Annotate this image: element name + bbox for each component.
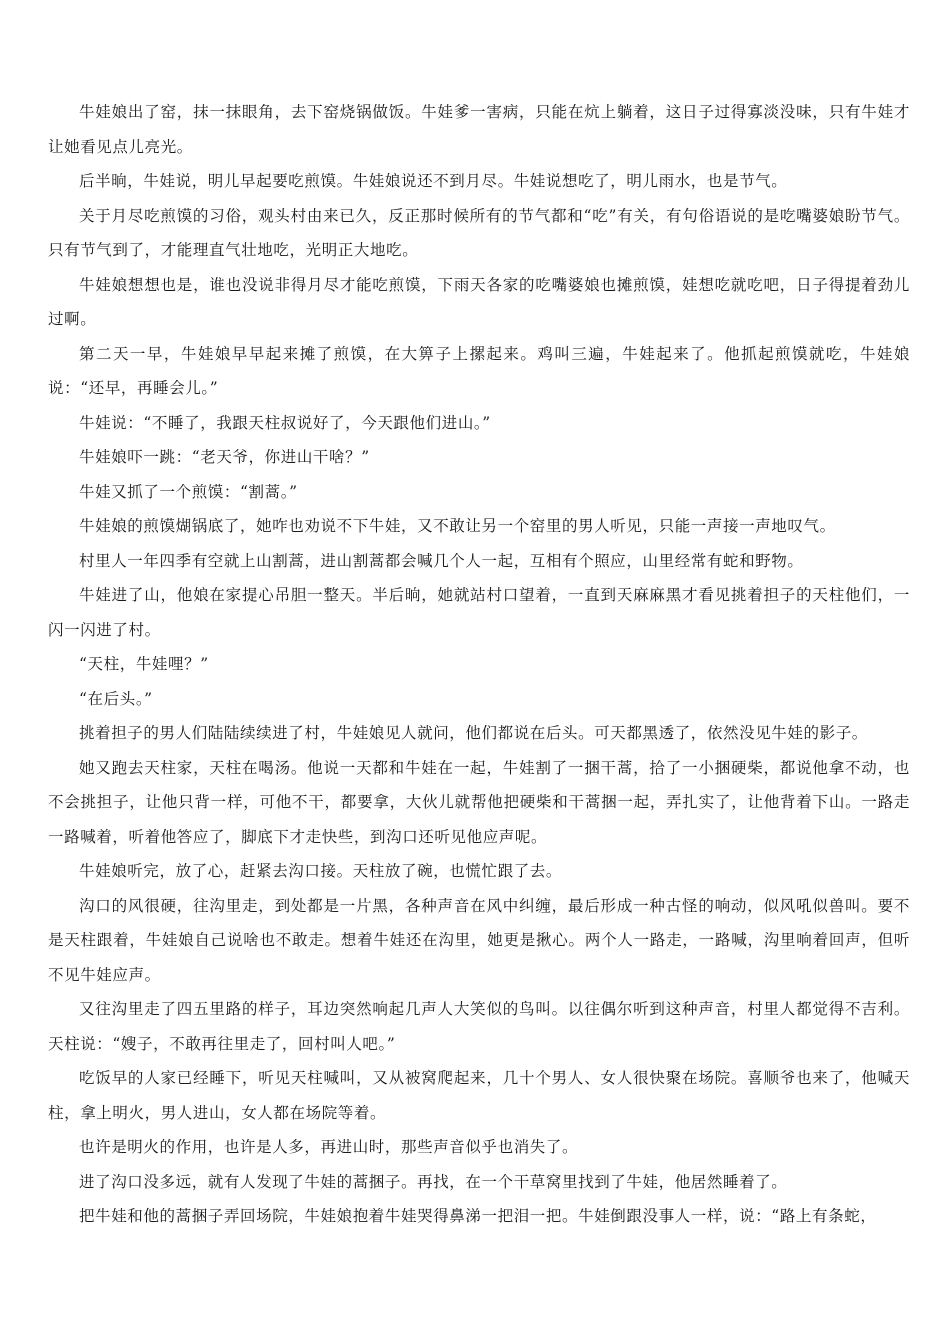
paragraph: 牛娃进了山，他娘在家提心吊胆一整天。半后晌，她就站村口望着，一直到天麻麻黑才看见挑着担子的天柱他们，一闪一闪进了村。: [48, 586, 910, 639]
paragraph: 牛娃娘听完，放了心，赶紧去沟口接。天柱放了碗，也慌忙跟了去。: [79, 862, 563, 880]
paragraph: 后半晌，牛娃说，明儿早起要吃煎馍。牛娃娘说还不到月尽。牛娃说想吃了，明儿雨水，也是节气。: [79, 172, 788, 190]
paragraph: 挑着担子的男人们陆陆续续进了村，牛娃娘见人就问，他们都说在后头。可天都黑透了，依然没见牛娃的影子。: [79, 724, 868, 742]
paragraph: 进了沟口没多远，就有人发现了牛娃的蒿捆子。再找，在一个干草窝里找到了牛娃，他居然睡着了。: [79, 1172, 788, 1191]
paragraph: 村里人一年四季有空就上山割蒿，进山割蒿都会喊几个人一起，互相有个照应，山里经常有蛇和野物。: [79, 551, 804, 570]
document-body: [48, 95, 910, 1234]
paragraph: 牛娃娘想想也是，谁也没说非得月尽才能吃煎馍，下雨天各家的吃嘴婆娘也摊煎馍，娃想吃就吃吧，日子得提着劲儿过啊。: [48, 275, 910, 328]
paragraph: 第二天一早，牛娃娘早早起来摊了煎馍，在大箅子上摞起来。鸡叫三遍，牛娃起来了。他抓起煎馍就吃，牛娃娘说：“还早，再睡会儿。”: [48, 344, 910, 397]
paragraph: 她又跑去天柱家，天柱在喝汤。他说一天都和牛娃在一起，牛娃割了一捆干蒿，拾了一小捆硬柴，都说他拿不动，也不会挑担子，让他只背一样，可他不干，都要拿，大伙儿就帮他把硬柴和干蒿捆一起，弄扎实了，让他背着下山。一路走一路喊着，听着他答应了，脚底下才走快些，到沟口还听见他应声呢。: [48, 758, 910, 846]
paragraph: “天柱，牛娃哩？”: [79, 655, 209, 673]
paragraph: 沟口的风很硬，往沟里走，到处都是一片黑，各种声音在风中纠缠，最后形成一种古怪的响动，似风吼似兽叫。要不是天柱跟着，牛娃娘自己说啥也不敢走。想着牛娃还在沟里，她更是揪心。两个人一路走，一路喊，沟里响着回声，但听不见牛娃应声。: [48, 896, 910, 984]
paragraph: 牛娃说：“不睡了，我跟天柱叔说好了，今天跟他们进山。”: [79, 413, 491, 432]
paragraph: 牛娃娘的煎馍煳锅底了，她咋也劝说不下牛娃，又不敢让另一个窑里的男人听见，只能一声接一声地叹气。: [79, 517, 836, 535]
paragraph: 牛娃娘出了窑，抹一抹眼角，去下窑烧锅做饭。牛娃爹一害病，只能在炕上躺着，这日子过得寡淡没味，只有牛娃才让她看见点儿亮光。: [48, 103, 910, 156]
paragraph: 牛娃娘吓一跳：“老天爷，你进山干啥？”: [79, 448, 370, 466]
paragraph: 也许是明火的作用，也许是人多，再进山时，那些声音似乎也消失了。: [79, 1138, 579, 1156]
paragraph: 关于月尽吃煎馍的习俗，观头村由来已久，反正那时候所有的节气都和“吃”有关，有句俗语说的是吃嘴婆娘盼节气。只有节气到了，才能理直气壮地吃，光明正大地吃。: [48, 206, 910, 259]
paragraph: 又往沟里走了四五里路的样子，耳边突然响起几声人大笑似的鸟叫。以往偶尔听到这种声音，村里人都觉得不吉利。天柱说：“嫂子，不敢再往里走了，回村叫人吧。”: [48, 1000, 910, 1053]
paragraph: 把牛娃和他的蒿捆子弄回场院，牛娃娘抱着牛娃哭得鼻涕一把泪一把。牛娃倒跟没事人一样，说：“路上有条蛇，: [79, 1207, 877, 1225]
paragraph: “在后头。”: [79, 689, 153, 708]
paragraph: 牛娃又抓了一个煎馍：“割蒿。”: [79, 482, 298, 501]
paragraph: 吃饭早的人家已经睡下，听见天柱喊叫，又从被窝爬起来，几十个男人、女人很快聚在场院。喜顺爷也来了，他喊天柱，拿上明火，男人进山，女人都在场院等着。: [48, 1069, 910, 1122]
